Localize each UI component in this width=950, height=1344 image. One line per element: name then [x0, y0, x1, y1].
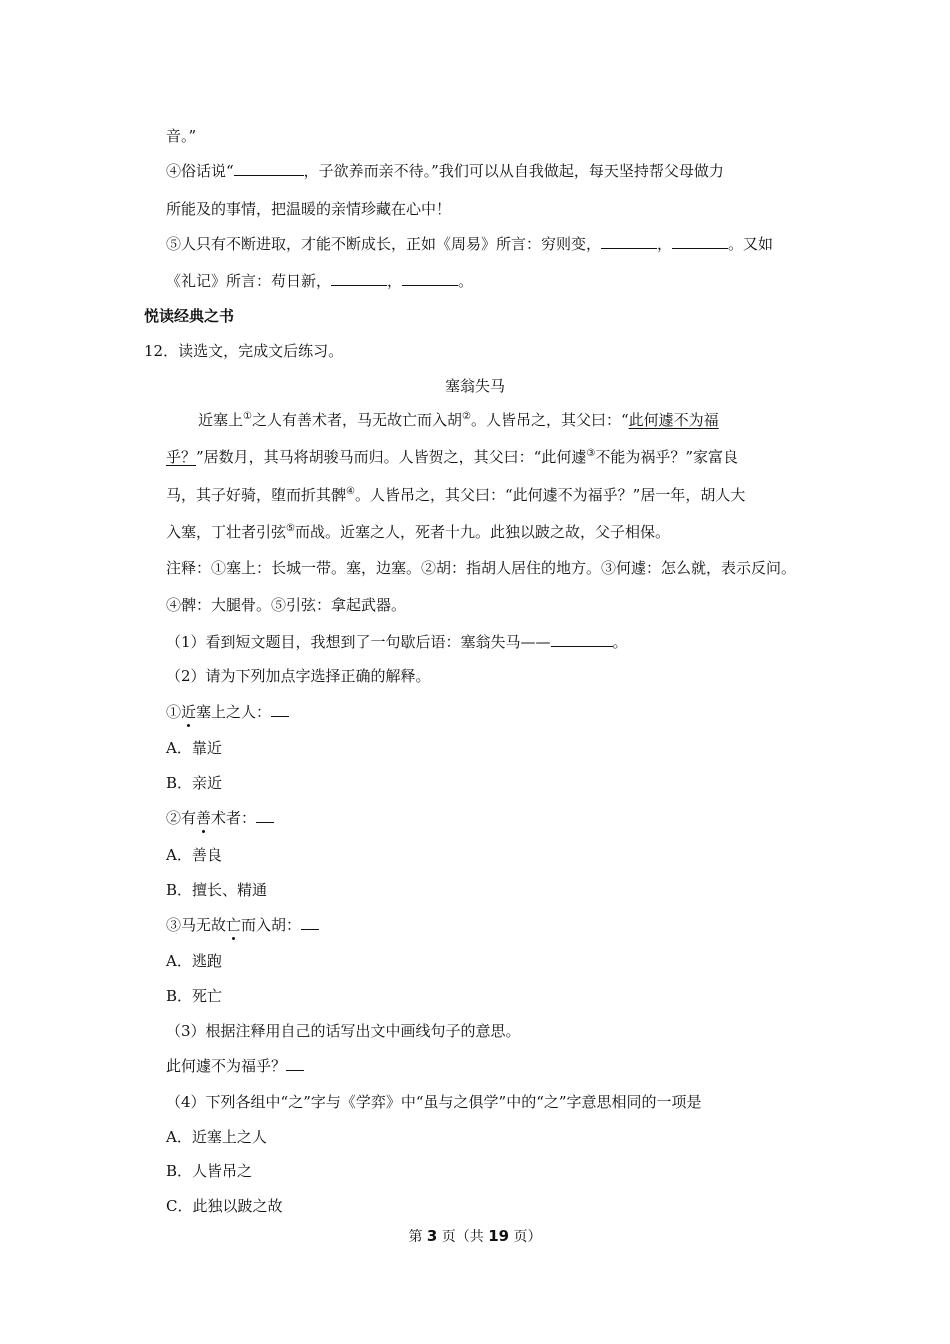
- text-line: ④俗话说“ ，子欲养而亲不待。”我们可以从自我做起，每天坚持帮父母做力: [166, 162, 724, 180]
- item-prompt: ③马无故亡而入胡：: [166, 915, 319, 935]
- footnote-marker: ②: [462, 411, 471, 422]
- item-prompt: ②有善术者：: [166, 808, 274, 828]
- option-b[interactable]: B．人皆吊之: [166, 1162, 253, 1180]
- answer-blank[interactable]: [286, 1056, 304, 1071]
- fill-blank[interactable]: [402, 271, 458, 286]
- page-footer: 第 3 页（共 19 页）: [408, 1227, 542, 1245]
- fill-blank[interactable]: [601, 234, 657, 249]
- option-b[interactable]: B．擅长、精通: [166, 881, 268, 899]
- text-line: 所能及的事情，把温暖的亲情珍藏在心中！: [166, 200, 452, 218]
- dotted-char: 近: [181, 703, 197, 721]
- option-a[interactable]: A．逃跑: [166, 952, 222, 970]
- answer-blank[interactable]: [271, 702, 289, 717]
- footnote-marker: ⑤: [286, 523, 295, 534]
- dotted-char: 善: [196, 809, 212, 827]
- text-line: 《礼记》所言：苟日新， ， 。: [166, 272, 474, 290]
- option-a[interactable]: A．靠近: [166, 739, 222, 757]
- fill-blank[interactable]: [331, 271, 387, 286]
- option-b[interactable]: B．死亡: [166, 987, 223, 1005]
- option-a[interactable]: A．善良: [166, 846, 222, 864]
- footnote-marker: ①: [243, 411, 252, 422]
- underlined-sentence: 乎？: [166, 448, 197, 466]
- fill-blank[interactable]: [551, 632, 613, 647]
- footnote-marker: ④: [346, 486, 355, 497]
- footnote-marker: ③: [586, 448, 596, 459]
- sub-question-3: （3）根据注释用自己的话写出文中画线句子的意思。: [166, 1022, 521, 1040]
- text-line: 音。”: [166, 127, 197, 145]
- item-prompt: ①近塞上之人：: [166, 702, 289, 722]
- option-c[interactable]: C．此独以跛之故: [166, 1197, 283, 1215]
- question-number: 12．读选文，完成文后练习。: [144, 342, 344, 360]
- sub-question-4: （4）下列各组中“之”字与《学弈》中“虽与之俱学”中的“之”字意思相同的一项是: [166, 1093, 702, 1111]
- passage-line: 近塞上①之人有善术者，马无故亡而入胡②。人皆吊之，其父曰：“此何遽不为福: [198, 411, 719, 429]
- passage-line: 马，其子好骑，堕而折其髀④。人皆吊之，其父曰：“此何遽不为福乎？”居一年，胡人大: [166, 486, 746, 504]
- option-b[interactable]: B．亲近: [166, 774, 223, 792]
- answer-blank[interactable]: [301, 915, 319, 930]
- notes-line: ④髀：大腿骨。⑤引弦：拿起武器。: [166, 596, 407, 614]
- answer-blank[interactable]: [256, 808, 274, 823]
- passage-line: 乎？”居数月，其马将胡骏马而归。人皆贺之，其父曰：“此何遽③不能为祸乎？”家富良: [166, 448, 738, 466]
- item-prompt: 此何遽不为福乎？: [166, 1056, 304, 1076]
- sub-question-1: （1）看到短文题目，我想到了一句歇后语：塞翁失马—— 。: [166, 633, 628, 651]
- notes-line: 注释：①塞上：长城一带。塞，边塞。②胡：指胡人居住的地方。③何遽：怎么就，表示反问。: [166, 559, 797, 577]
- passage-title: 塞翁失马: [444, 377, 505, 395]
- text-line: ⑤人只有不断进取，才能不断成长，正如《周易》所言：穷则变， ， 。又如: [166, 235, 774, 253]
- option-a[interactable]: A．近塞上之人: [166, 1128, 267, 1146]
- passage-line: 入塞，丁壮者引弦⑤而战。近塞之人，死者十九。此独以跛之故，父子相保。: [166, 523, 670, 541]
- section-heading: 悦读经典之书: [144, 307, 235, 325]
- dotted-char: 亡: [226, 916, 242, 934]
- page-number: 3: [426, 1227, 438, 1245]
- underlined-sentence: 此何遽不为福: [628, 411, 719, 429]
- fill-blank[interactable]: [234, 161, 304, 176]
- fill-blank[interactable]: [672, 234, 728, 249]
- page-total: 19: [488, 1227, 510, 1245]
- sub-question-2: （2）请为下列加点字选择正确的解释。: [166, 667, 431, 685]
